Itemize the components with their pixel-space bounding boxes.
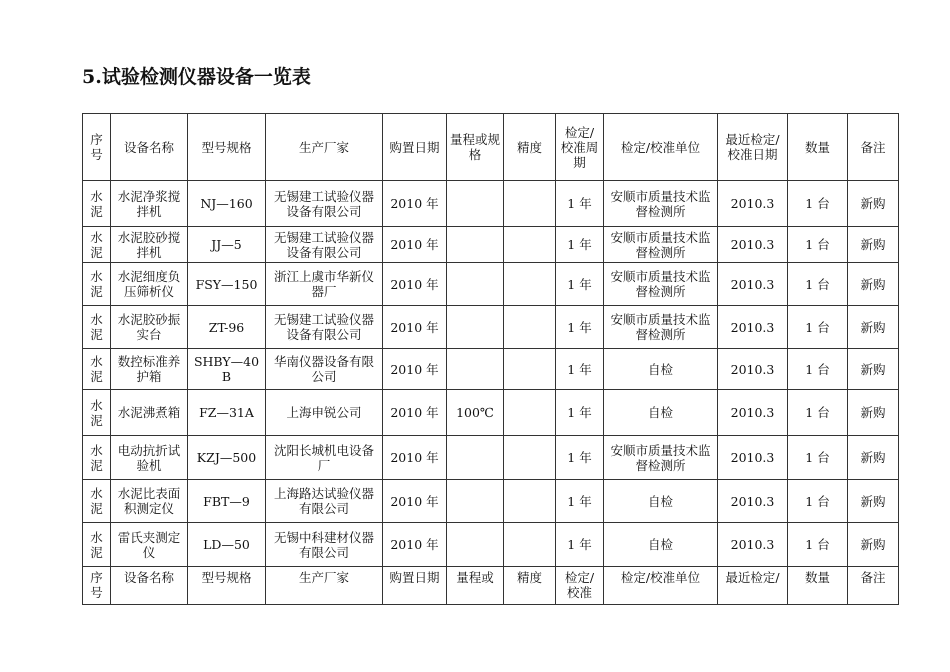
table-row [83,263,899,306]
cell-range [447,181,504,227]
cell-remark: 新购 [848,523,899,567]
header-cycle: 检定/校准周期 [556,114,604,181]
header-precision: 精度 [504,114,556,181]
footer-header-last-date: 最近检定/ [718,567,788,605]
cell-seq: 水泥 [83,227,111,263]
cell-cycle: 1 年 [556,306,604,349]
cell-model: LD—50 [188,523,266,567]
cell-cycle: 1 年 [556,227,604,263]
cell-last-date: 2010.3 [718,436,788,480]
cell-unit: 自检 [604,480,718,523]
footer-header-range: 量程或 [447,567,504,605]
table-row [83,181,899,227]
header-qty: 数量 [788,114,848,181]
cell-buy-date: 2010 年 [383,390,447,436]
cell-seq: 水泥 [83,390,111,436]
cell-cycle: 1 年 [556,480,604,523]
cell-cycle: 1 年 [556,349,604,390]
cell-maker: 无锡中科建材仪器有限公司 [266,523,383,567]
footer-header-seq: 序号 [83,567,111,605]
cell-remark: 新购 [848,181,899,227]
footer-header-name: 设备名称 [111,567,188,605]
cell-model: KZJ—500 [188,436,266,480]
cell-unit: 安顺市质量技术监督检测所 [604,181,718,227]
footer-header-precision: 精度 [504,567,556,605]
footer-header-buy-date: 购置日期 [383,567,447,605]
cell-last-date: 2010.3 [718,349,788,390]
header-buy-date: 购置日期 [383,114,447,181]
cell-qty: 1 台 [788,349,848,390]
table-row [83,436,899,480]
cell-qty: 1 台 [788,306,848,349]
cell-remark: 新购 [848,390,899,436]
cell-name: 雷氏夹测定仪 [111,523,188,567]
cell-remark: 新购 [848,263,899,306]
cell-model: FBT—9 [188,480,266,523]
cell-range [447,436,504,480]
footer-header-remark: 备注 [848,567,899,605]
cell-precision [504,181,556,227]
page-title: 5.试验检测仪器设备一览表 [82,66,311,88]
cell-qty: 1 台 [788,263,848,306]
cell-range [447,349,504,390]
cell-range [447,480,504,523]
cell-last-date: 2010.3 [718,263,788,306]
footer-header-qty: 数量 [788,567,848,605]
cell-maker: 沈阳长城机电设备厂 [266,436,383,480]
table-row [83,306,899,349]
cell-range: 100℃ [447,390,504,436]
cell-buy-date: 2010 年 [383,227,447,263]
cell-buy-date: 2010 年 [383,306,447,349]
cell-remark: 新购 [848,227,899,263]
cell-name: 水泥净浆搅拌机 [111,181,188,227]
cell-remark: 新购 [848,436,899,480]
cell-remark: 新购 [848,349,899,390]
cell-cycle: 1 年 [556,436,604,480]
header-remark: 备注 [848,114,899,181]
cell-remark: 新购 [848,306,899,349]
footer-header-row [83,567,899,605]
cell-name: 数控标准养护箱 [111,349,188,390]
cell-qty: 1 台 [788,523,848,567]
cell-buy-date: 2010 年 [383,181,447,227]
cell-model: FSY—150 [188,263,266,306]
cell-cycle: 1 年 [556,263,604,306]
cell-unit: 安顺市质量技术监督检测所 [604,306,718,349]
cell-precision [504,390,556,436]
footer-header-maker: 生产厂家 [266,567,383,605]
header-range: 量程或规格 [447,114,504,181]
header-last-date: 最近检定/校准日期 [718,114,788,181]
cell-maker: 无锡建工试验仪器设备有限公司 [266,181,383,227]
cell-buy-date: 2010 年 [383,349,447,390]
cell-qty: 1 台 [788,436,848,480]
cell-maker: 无锡建工试验仪器设备有限公司 [266,306,383,349]
cell-maker: 上海申锐公司 [266,390,383,436]
table-body [83,181,899,567]
cell-qty: 1 台 [788,480,848,523]
header-maker: 生产厂家 [266,114,383,181]
cell-range [447,523,504,567]
equipment-table [82,113,899,605]
cell-unit: 安顺市质量技术监督检测所 [604,263,718,306]
cell-unit: 自检 [604,349,718,390]
cell-name: 水泥胶砂振实台 [111,306,188,349]
table-row [83,480,899,523]
cell-maker: 浙江上虞市华新仪器厂 [266,263,383,306]
table-row [83,227,899,263]
cell-unit: 自检 [604,390,718,436]
cell-seq: 水泥 [83,436,111,480]
cell-last-date: 2010.3 [718,306,788,349]
cell-range [447,306,504,349]
cell-name: 水泥比表面积测定仪 [111,480,188,523]
cell-maker: 华南仪器设备有限公司 [266,349,383,390]
cell-cycle: 1 年 [556,523,604,567]
cell-last-date: 2010.3 [718,523,788,567]
cell-last-date: 2010.3 [718,480,788,523]
cell-unit: 自检 [604,523,718,567]
cell-model: FZ—31A [188,390,266,436]
footer-header-unit: 检定/校准单位 [604,567,718,605]
cell-seq: 水泥 [83,306,111,349]
cell-model: ZT-96 [188,306,266,349]
footer-header-model: 型号规格 [188,567,266,605]
cell-precision [504,306,556,349]
header-model: 型号规格 [188,114,266,181]
cell-buy-date: 2010 年 [383,480,447,523]
cell-qty: 1 台 [788,227,848,263]
cell-qty: 1 台 [788,181,848,227]
footer-header-cycle: 检定/校准 [556,567,604,605]
cell-unit: 安顺市质量技术监督检测所 [604,436,718,480]
cell-precision [504,349,556,390]
cell-unit: 安顺市质量技术监督检测所 [604,227,718,263]
cell-name: 水泥胶砂搅拌机 [111,227,188,263]
cell-precision [504,480,556,523]
cell-buy-date: 2010 年 [383,436,447,480]
cell-last-date: 2010.3 [718,181,788,227]
cell-qty: 1 台 [788,390,848,436]
cell-model: JJ—5 [188,227,266,263]
table-row [83,390,899,436]
cell-name: 水泥沸煮箱 [111,390,188,436]
cell-seq: 水泥 [83,349,111,390]
cell-seq: 水泥 [83,263,111,306]
header-row [83,114,899,181]
cell-buy-date: 2010 年 [383,523,447,567]
cell-last-date: 2010.3 [718,390,788,436]
cell-range [447,263,504,306]
cell-buy-date: 2010 年 [383,263,447,306]
cell-cycle: 1 年 [556,390,604,436]
cell-seq: 水泥 [83,523,111,567]
cell-precision [504,523,556,567]
cell-range [447,227,504,263]
cell-cycle: 1 年 [556,181,604,227]
cell-model: NJ—160 [188,181,266,227]
header-seq: 序号 [83,114,111,181]
cell-name: 水泥细度负压筛析仪 [111,263,188,306]
cell-last-date: 2010.3 [718,227,788,263]
table-row [83,523,899,567]
cell-seq: 水泥 [83,181,111,227]
cell-maker: 无锡建工试验仪器设备有限公司 [266,227,383,263]
header-unit: 检定/校准单位 [604,114,718,181]
cell-precision [504,263,556,306]
cell-precision [504,227,556,263]
header-name: 设备名称 [111,114,188,181]
table-row [83,349,899,390]
cell-precision [504,436,556,480]
cell-remark: 新购 [848,480,899,523]
cell-model: SHBY—40B [188,349,266,390]
cell-seq: 水泥 [83,480,111,523]
cell-name: 电动抗折试验机 [111,436,188,480]
cell-maker: 上海路达试验仪器有限公司 [266,480,383,523]
